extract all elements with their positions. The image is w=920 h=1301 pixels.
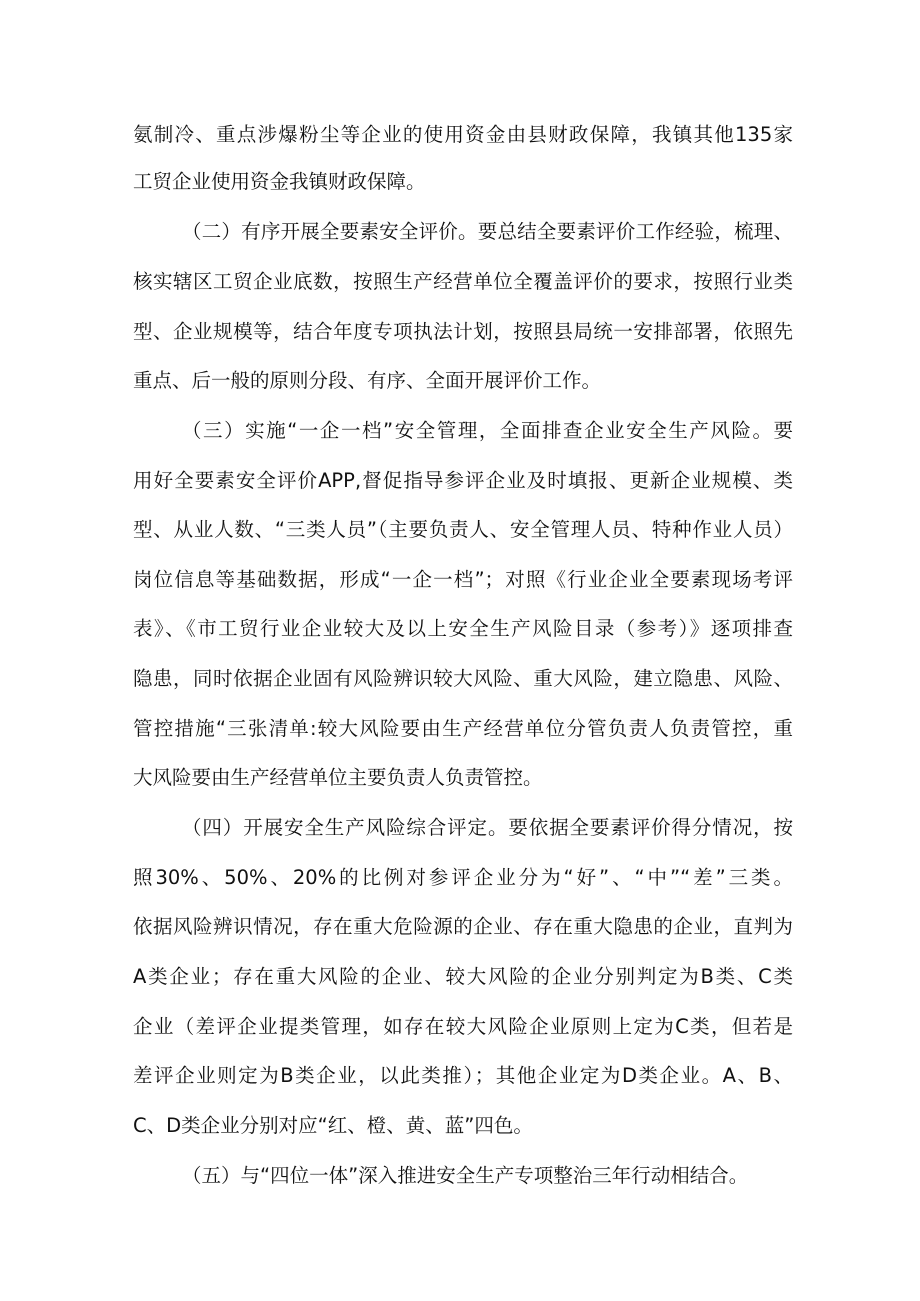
text-line: 核实辖区工贸企业底数，按照生产经营单位全覆盖评价的要求，按照行业类 xyxy=(133,270,793,293)
text-line: 用好全要素安全评价APP,督促指导参评企业及时填报、更新企业规模、类 xyxy=(133,469,793,492)
text-line: 型、企业规模等，结合年度专项执法计划，按照县局统一安排部署，依照先 xyxy=(133,320,793,343)
section-heading-line: （五）与“四位一体”深入推进安全生产专项整治三年行动相结合。 xyxy=(182,1164,749,1187)
text-line: 工贸企业使用资金我镇财政保障。 xyxy=(133,170,426,193)
text-line: 依据风险辨识情况，存在重大危险源的企业、存在重大隐患的企业，直判为 xyxy=(133,915,793,938)
text-line: C、D类企业分别对应“红、橙、黄、蓝”四色。 xyxy=(133,1114,533,1137)
text-line: 企业（差评企业提类管理，如存在较大风险企业原则上定为C类，但若是 xyxy=(133,1015,793,1038)
text-line: 大风险要由生产经营单位主要负责人负责管控。 xyxy=(133,766,543,789)
text-line: 表》、《市工贸行业企业较大及以上安全生产风险目录（参考）》逐项排查 xyxy=(133,617,793,640)
text-line: 重点、后一般的原则分段、有序、全面开展评价工作。 xyxy=(133,369,602,392)
text-line: 隐患，同时依据企业固有风险辨识较大风险、重大风险，建立隐患、风险、 xyxy=(133,667,793,690)
text-line: 差评企业则定为B类企业，以此类推）；其他企业定为D类企业。A、B、 xyxy=(133,1064,793,1087)
text-line: 管控措施“三张清单:较大风险要由生产经营单位分管负责人负责管控，重 xyxy=(133,717,793,740)
section-heading-line: （四）开展安全生产风险综合评定。要依据全要素评价得分情况，按 xyxy=(182,816,793,839)
section-heading-line: （三）实施“一企一档”安全管理，全面排查企业安全生产风险。要 xyxy=(182,419,793,442)
text-line: 氨制冷、重点涉爆粉尘等企业的使用资金由县财政保障，我镇其他135家 xyxy=(133,123,793,146)
text-line: A类企业；存在重大风险的企业、较大风险的企业分别判定为B类、C类 xyxy=(133,965,793,988)
section-heading-line: （二）有序开展全要素安全评价。要总结全要素评价工作经验，梳理、 xyxy=(182,220,793,243)
text-line: 照30%、50%、20%的比例对参评企业分为“好”、“中”“差”三类。 xyxy=(133,866,793,889)
text-line: 岗位信息等基础数据，形成“一企一档”；对照《行业企业全要素现场考评 xyxy=(133,568,793,591)
text-line: 型、从业人数、“三类人员”（主要负责人、安全管理人员、特种作业人员） xyxy=(133,518,793,541)
